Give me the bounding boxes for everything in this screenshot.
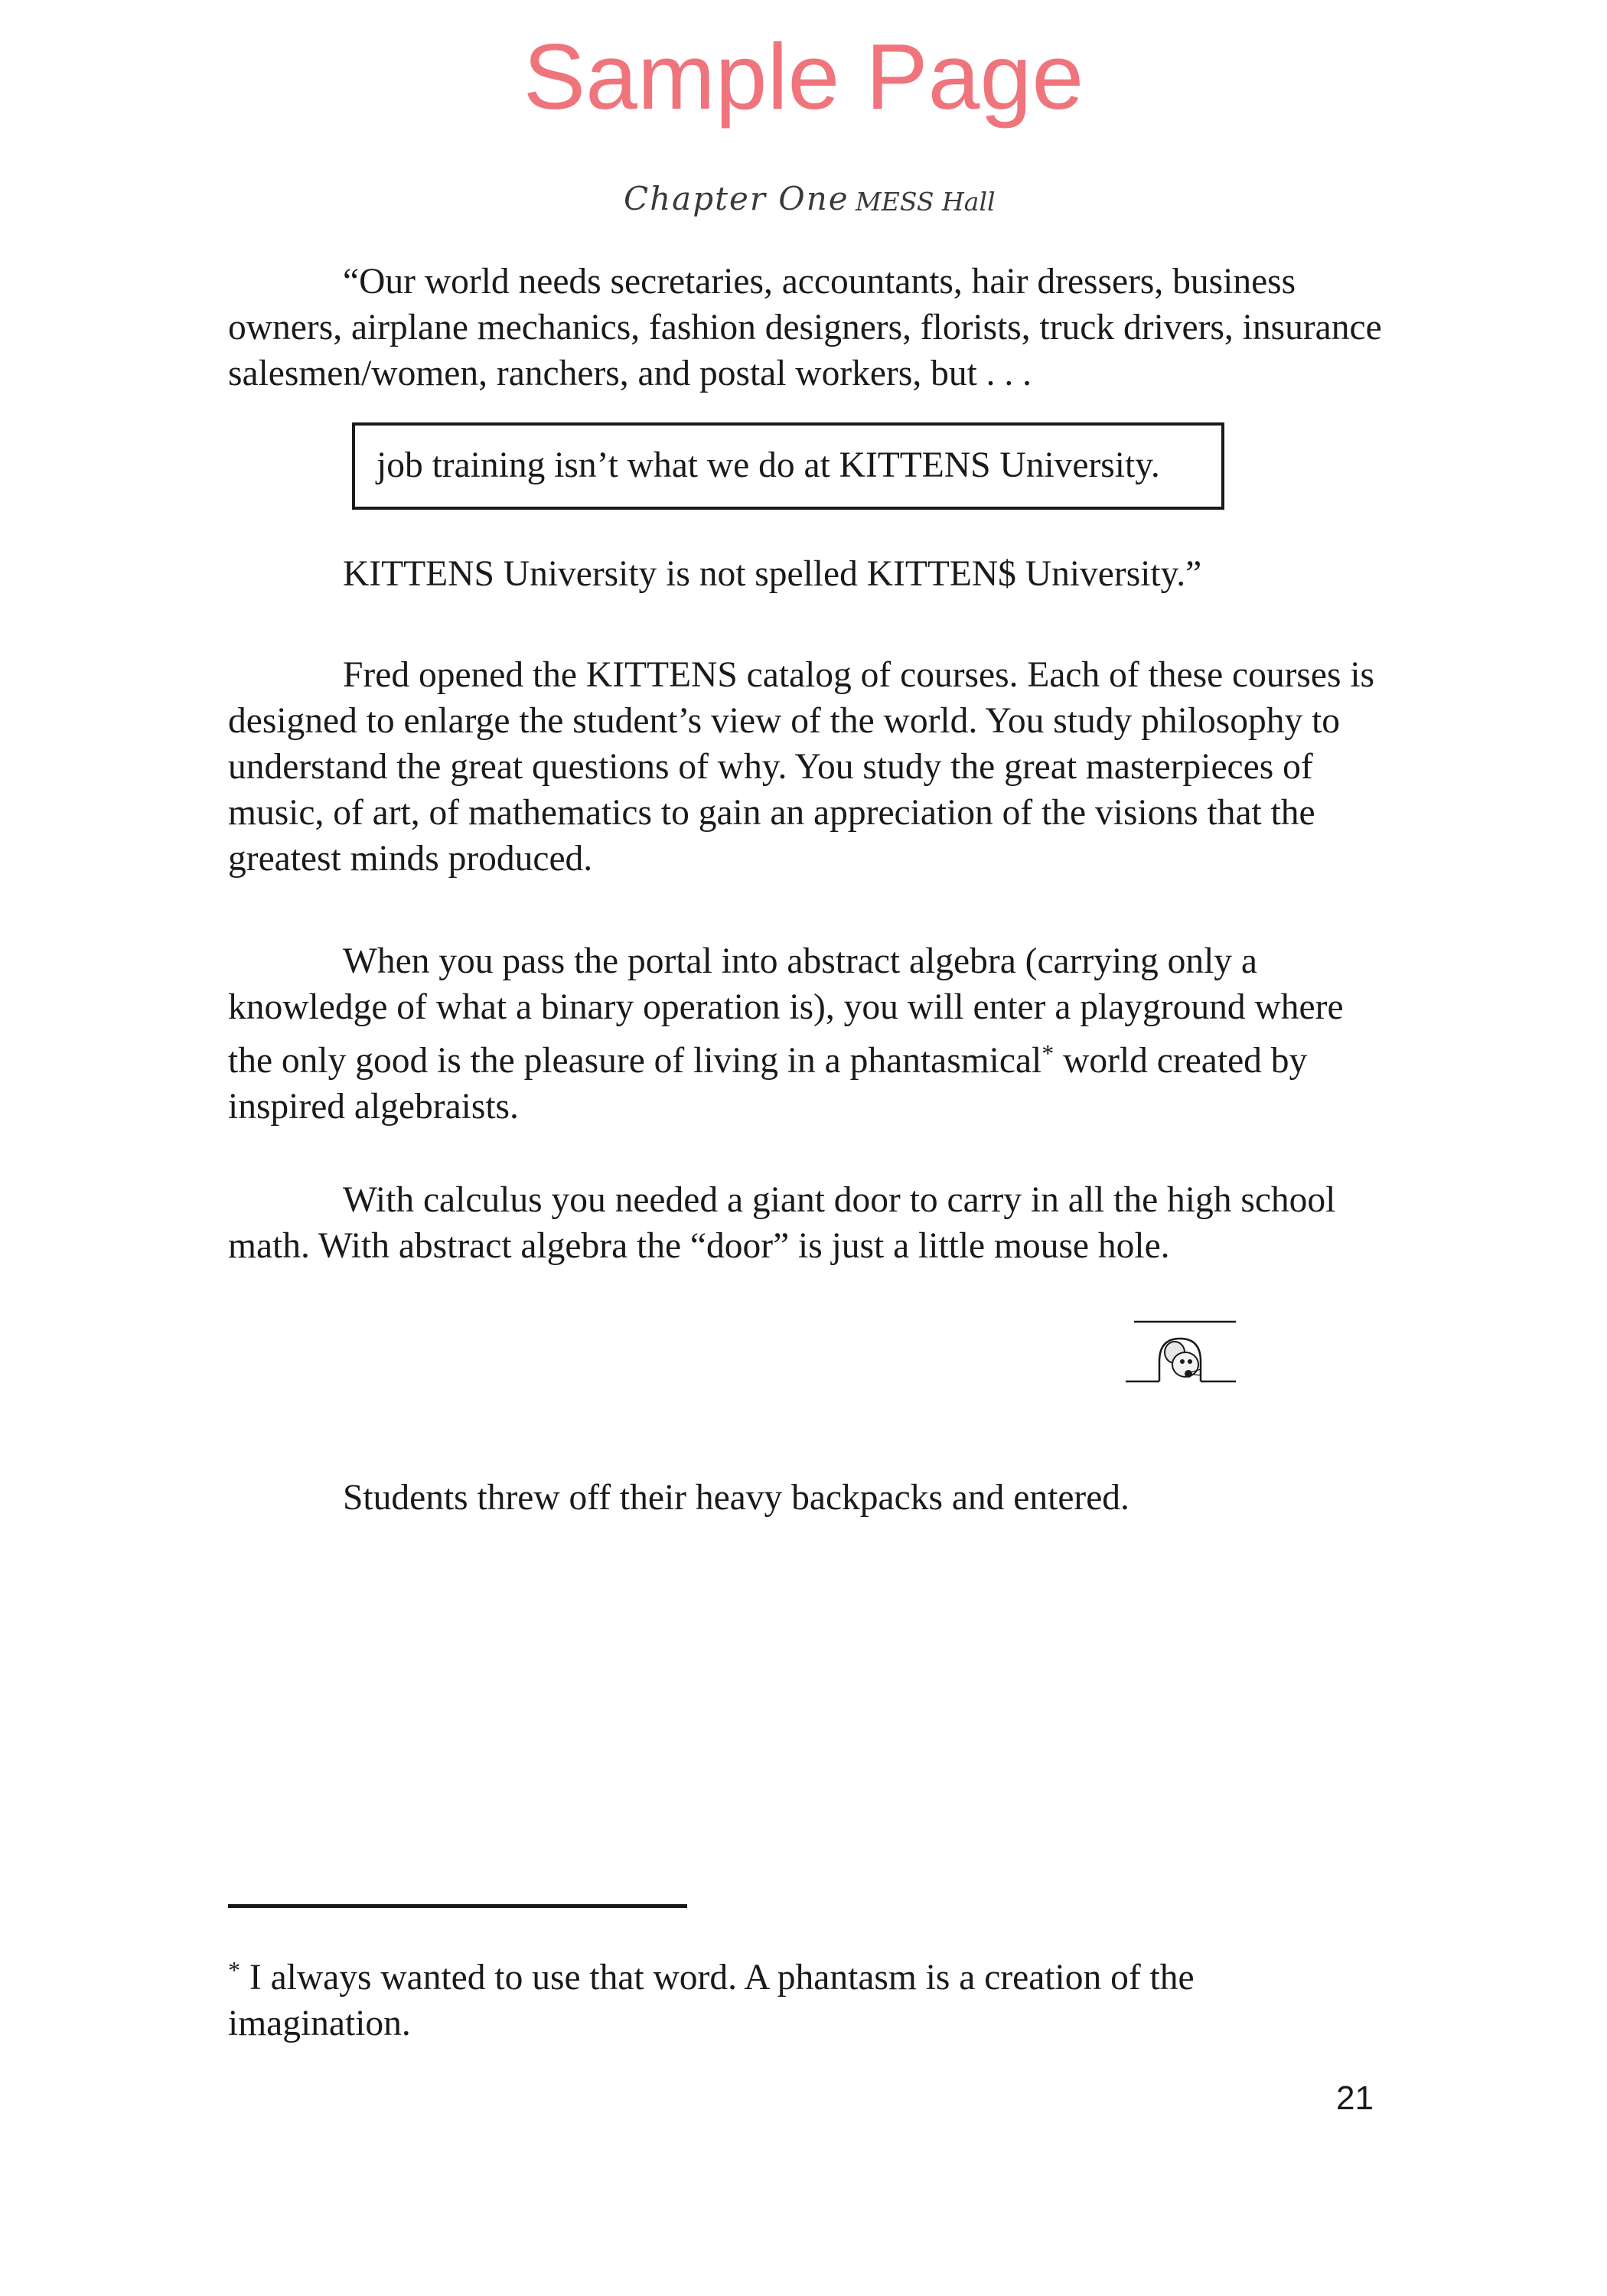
sample-page-watermark: Sample Page (523, 24, 1084, 129)
running-header (0, 172, 1607, 226)
paragraph-backpacks: Students threw off their heavy backpacks and entered. (343, 1478, 1129, 1518)
page-number: 21 (1336, 2079, 1374, 2117)
paragraph-catalog: Fred opened the KITTENS catalog of courses. Each of these courses is designed to enlarge the student’s view of the world. You study philosophy to understand the great questions of why. You study the great masterpieces of music, of art, of mathematics to gain an appreciation of the visions that the greatest minds produced. (228, 655, 1375, 879)
paragraph-mouse-hole: With calculus you needed a giant door to carry in all the high school math. With abstract algebra the “door” is just a little mouse hole. (228, 1180, 1336, 1266)
footnote-divider (228, 1904, 687, 1908)
footnote (228, 1947, 1384, 2047)
boxed-statement (352, 422, 1224, 510)
paragraph-abstract-algebra-end: world created by inspired algebraists. (228, 1041, 1308, 1127)
footnote-marker: * (228, 1956, 240, 1984)
paragraph-abstract-algebra-start: When you pass the portal into abstract algebra (carrying only a knowledge of what a binary operation is), you will enter a playground where the only good is the pleasure of living in a phantasmical (228, 941, 1344, 1081)
paragraph-abstract-algebra (228, 938, 1384, 1130)
footnote-text: I always wanted to use that word. A phantasm is a creation of the imagination. (228, 1958, 1195, 2043)
paragraph-world-needs: “Our world needs secretaries, accountants, hair dressers, business owners, airplane mechanics, fashion designers, florists, truck drivers, insurance salesmen/women, ranchers, and postal workers, but . . . (228, 262, 1382, 393)
mouse-hole-illustration (1121, 1313, 1244, 1389)
footnote-reference: * (1041, 1039, 1054, 1067)
paragraph-kittens-spelling: KITTENS University is not spelled KITTEN$ University.” (343, 554, 1202, 594)
chapter-title: Chapter One (624, 180, 849, 217)
boxed-statement-text: job training isn’t what we do at KITTENS University. (376, 445, 1160, 485)
section-title: MESS Hall (856, 187, 996, 217)
